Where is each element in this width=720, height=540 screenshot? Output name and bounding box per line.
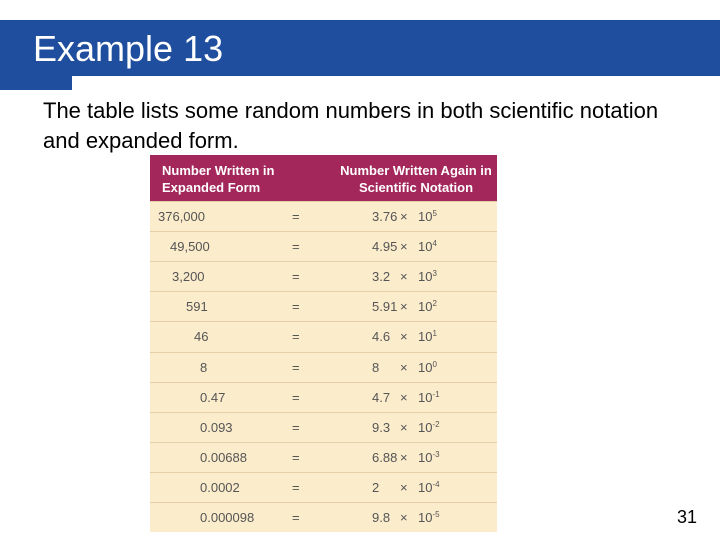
expanded-form-cell: 591 — [186, 299, 208, 315]
expanded-form-cell: 0.47 — [200, 389, 226, 405]
times-sign: × — [400, 510, 408, 525]
power-of-ten-cell — [418, 390, 440, 405]
coefficient-cell: 8 — [372, 359, 380, 375]
base-ten: 10 — [418, 359, 433, 375]
expanded-form-cell: 3,200 — [172, 269, 205, 285]
base-ten: 10 — [418, 329, 433, 345]
expanded-form-cell: 0.000098 — [200, 510, 255, 525]
header-expanded-form: Number Written in Expanded Form — [162, 163, 275, 195]
equals-sign: = — [292, 449, 300, 465]
power-of-ten-cell — [418, 480, 440, 495]
table-row — [150, 472, 497, 502]
base-ten: 10 — [418, 510, 433, 525]
base-ten: 10 — [418, 419, 433, 435]
times-sign: × — [400, 209, 408, 224]
power-of-ten-cell — [418, 420, 440, 435]
table-row — [150, 201, 497, 231]
coefficient-cell: 5.91 — [372, 299, 398, 315]
page-number: 31 — [677, 507, 698, 527]
base-ten: 10 — [418, 389, 433, 405]
table-row — [150, 261, 497, 291]
table-row — [150, 291, 497, 321]
exponent: -2 — [432, 419, 440, 429]
coefficient-cell: 4.6 — [372, 329, 391, 345]
table-row — [150, 502, 497, 532]
equals-sign: = — [292, 419, 300, 435]
expanded-form-cell: 0.0002 — [200, 479, 240, 495]
table-row — [150, 321, 497, 351]
expanded-form-cell: 0.093 — [200, 419, 233, 435]
equals-sign: = — [292, 359, 300, 375]
base-ten: 10 — [418, 449, 433, 465]
equals-sign: = — [292, 329, 300, 345]
base-ten: 10 — [418, 479, 433, 495]
slide-title: Example 13 — [33, 28, 224, 69]
body-text: The table lists some random numbers in both scientific notation and expanded form. — [43, 98, 659, 153]
times-sign: × — [400, 449, 408, 465]
base-ten: 10 — [418, 239, 433, 255]
times-sign: × — [400, 269, 408, 285]
base-ten: 10 — [418, 299, 433, 315]
exponent: 2 — [432, 299, 437, 309]
header-scientific-notation: Number Written Again in Scientific Notation — [340, 163, 492, 195]
exponent: 0 — [432, 359, 437, 369]
table-row — [150, 442, 497, 472]
table-row — [150, 412, 497, 442]
equals-sign: = — [292, 239, 300, 255]
title-bar-notch — [0, 76, 72, 90]
times-sign: × — [400, 329, 408, 345]
equals-sign: = — [292, 209, 300, 224]
times-sign: × — [400, 389, 408, 405]
times-sign: × — [400, 239, 408, 255]
scientific-notation-table — [150, 155, 497, 532]
expanded-form-cell: 8 — [200, 359, 208, 375]
times-sign: × — [400, 479, 408, 495]
equals-sign: = — [292, 510, 300, 525]
base-ten: 10 — [418, 269, 433, 285]
power-of-ten-cell — [418, 360, 437, 375]
times-sign: × — [400, 299, 408, 315]
exponent: 3 — [432, 269, 437, 279]
expanded-form-cell: 376,000 — [158, 209, 205, 224]
table-header — [150, 155, 497, 201]
table-row — [150, 352, 497, 382]
power-of-ten-cell — [418, 269, 437, 284]
expanded-form-cell: 49,500 — [170, 239, 210, 255]
equals-sign: = — [292, 389, 300, 405]
coefficient-cell: 3.76 — [372, 209, 398, 224]
power-of-ten-cell — [418, 329, 437, 344]
power-of-ten-cell — [418, 450, 440, 465]
equals-sign: = — [292, 269, 300, 285]
base-ten: 10 — [418, 209, 433, 224]
coefficient-cell: 6.88 — [372, 449, 398, 465]
exponent: 1 — [432, 329, 437, 339]
coefficient-cell: 4.95 — [372, 239, 398, 255]
equals-sign: = — [292, 299, 300, 315]
power-of-ten-cell — [418, 209, 437, 224]
coefficient-cell: 4.7 — [372, 389, 391, 405]
equals-sign: = — [292, 479, 300, 495]
exponent: -5 — [432, 510, 440, 519]
power-of-ten-cell — [418, 299, 437, 314]
times-sign: × — [400, 359, 408, 375]
table-row — [150, 382, 497, 412]
expanded-form-cell: 46 — [194, 329, 209, 345]
coefficient-cell: 9.8 — [372, 510, 391, 525]
exponent: 4 — [432, 239, 437, 249]
coefficient-cell: 2 — [372, 479, 380, 495]
table-row — [150, 231, 497, 261]
exponent: -4 — [432, 479, 440, 489]
power-of-ten-cell — [418, 239, 437, 254]
expanded-form-cell: 0.00688 — [200, 449, 247, 465]
coefficient-cell: 3.2 — [372, 269, 391, 285]
times-sign: × — [400, 419, 408, 435]
exponent: 5 — [432, 209, 437, 218]
coefficient-cell: 9.3 — [372, 419, 391, 435]
exponent: -1 — [432, 389, 440, 399]
power-of-ten-cell — [418, 510, 440, 525]
exponent: -3 — [432, 449, 440, 459]
